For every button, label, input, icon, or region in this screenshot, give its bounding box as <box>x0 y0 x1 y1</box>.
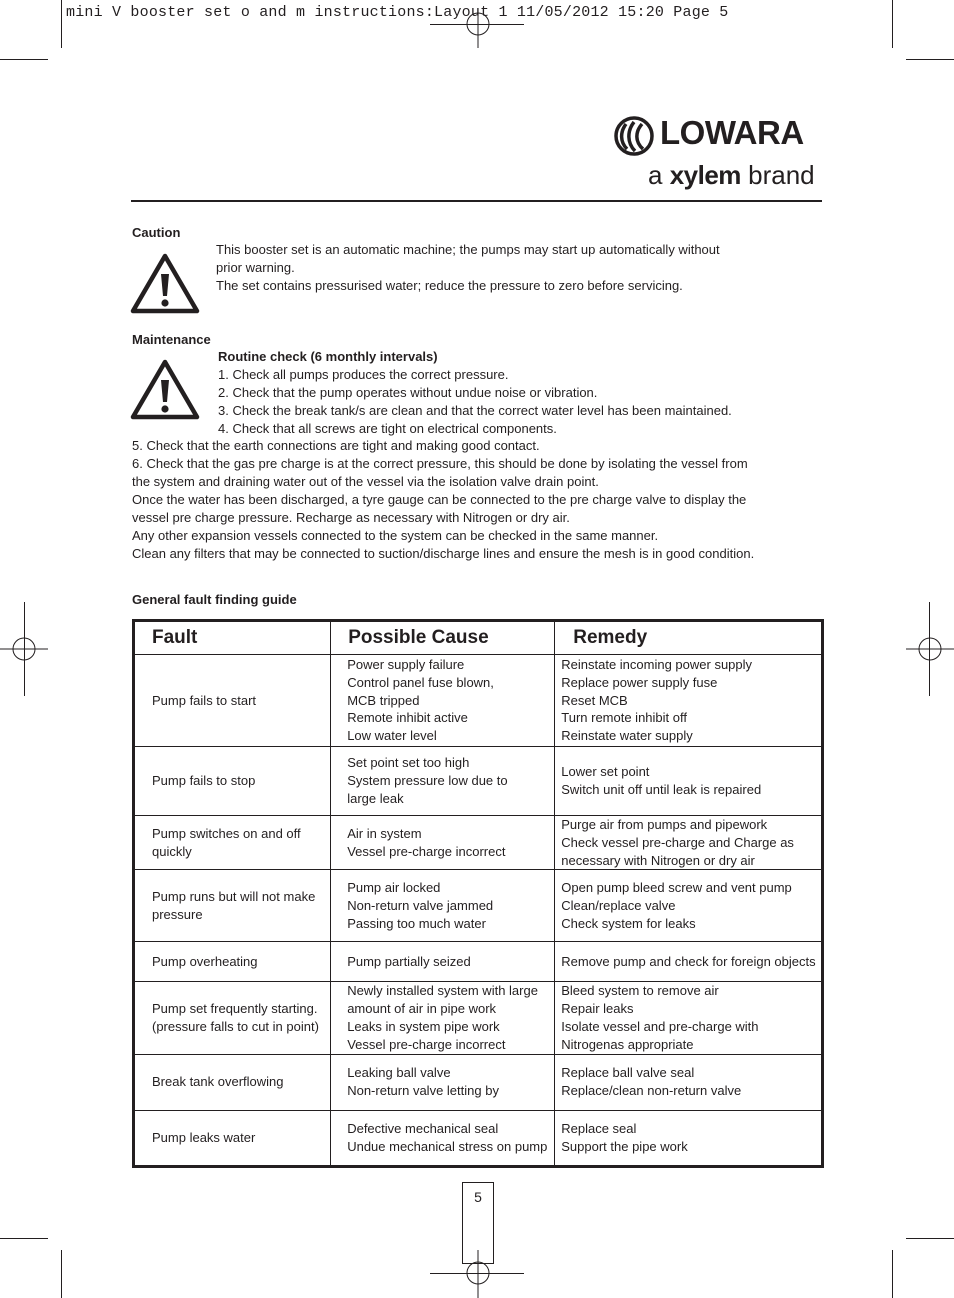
remedy-cell <box>555 942 823 982</box>
cause-item: Control panel fuse blown, <box>347 674 494 690</box>
maintenance-step: 4. Check that all screws are tight on electrical components. <box>218 421 557 436</box>
print-header: mini V booster set o and m instructions:Layout 1 11/05/2012 15:20 Page 5 <box>66 4 729 21</box>
cause-item: large leak <box>347 790 404 806</box>
remedy-cell <box>555 1054 823 1110</box>
cause-item: Leaks in system pipe work <box>347 1018 500 1034</box>
remedy-item: Reset MCB <box>561 692 628 708</box>
routine-check-block <box>218 348 732 438</box>
remedy-item: Clean/replace valve <box>561 897 676 913</box>
cause-cell <box>331 870 555 942</box>
remedy-cell <box>555 655 823 747</box>
cause-item: Vessel pre-charge incorrect <box>347 1036 506 1052</box>
table-row <box>134 870 823 942</box>
maintenance-step: 1. Check all pumps produces the correct pressure. <box>218 367 509 382</box>
remedy-item: Replace ball valve seal <box>561 1065 695 1081</box>
column-header-remedy: Remedy <box>555 621 823 655</box>
cause-item: Non-return valve jammed <box>347 897 494 913</box>
fault-cell: Pump runs but will not make pressure <box>134 870 331 942</box>
remedy-item: Switch unit off until leak is repaired <box>561 782 762 797</box>
remedy-item: Repair leaks <box>561 1001 634 1017</box>
fault-cell: Pump overheating <box>134 942 331 982</box>
remedy-cell <box>555 982 823 1054</box>
cause-item: Defective mechanical seal <box>347 1120 499 1136</box>
remedy-item: Open pump bleed screw and vent pump <box>561 880 792 896</box>
maintenance-line: Any other expansion vessels connected to the system can be checked in the same manner. <box>132 528 659 543</box>
cause-cell <box>331 747 555 816</box>
remedy-item: Bleed system to remove air <box>561 983 719 999</box>
remedy-cell <box>555 816 823 870</box>
maintenance-line: Clean any filters that may be connected to suction/discharge lines and ensure the mesh is in good condition. <box>132 546 755 561</box>
maintenance-line: 6. Check that the gas pre charge is at the correct pressure, this should be done by isolating the vessel from <box>132 456 748 471</box>
cause-item: Air in system <box>347 825 422 841</box>
remedy-item: Isolate vessel and pre-charge with Nitrogenas appropriate <box>561 1018 759 1052</box>
registration-mark-right <box>906 634 954 664</box>
caution-line: prior warning. <box>216 260 295 275</box>
registration-mark-top <box>464 10 492 50</box>
fault-cell: Break tank overflowing <box>134 1054 331 1110</box>
table-row <box>134 816 823 870</box>
maintenance-step: 2. Check that the pump operates without undue noise or vibration. <box>218 385 598 400</box>
cause-cell <box>331 982 555 1054</box>
remedy-item: Reinstate water supply <box>561 728 693 744</box>
maintenance-line: Once the water has been discharged, a tyre gauge can be connected to the pre charge valve to display the <box>132 492 747 507</box>
cause-item: Vessel pre-charge incorrect <box>347 843 506 859</box>
remedy-item: Lower set point <box>561 764 650 780</box>
remedy-cell <box>555 1110 823 1166</box>
cause-item: System pressure low due to <box>347 773 508 789</box>
table-row <box>134 655 823 747</box>
page-number: 5 <box>462 1182 494 1264</box>
fault-cell: Pump leaks water <box>134 1110 331 1166</box>
remedy-item: Remove pump and check for foreign objects <box>561 953 816 969</box>
maintenance-text <box>132 437 754 563</box>
header-rule <box>131 200 822 202</box>
maintenance-step: 3. Check the break tank/s are clean and that the correct water level has been maintained. <box>218 403 732 418</box>
cause-item: Power supply failure <box>347 657 465 672</box>
remedy-item: Purge air from pumps and pipework <box>561 817 768 832</box>
lowara-logo <box>612 112 815 192</box>
remedy-item: Check system for leaks <box>561 915 696 931</box>
maintenance-line: vessel pre charge pressure. Recharge as necessary with Nitrogen or dry air. <box>132 510 570 525</box>
remedy-cell <box>555 747 823 816</box>
cause-item: Leaking ball valve <box>347 1065 451 1081</box>
remedy-item: Turn remote inhibit off <box>561 710 687 726</box>
caution-heading: Caution <box>132 225 181 240</box>
table-row <box>134 1110 823 1166</box>
maintenance-line: 5. Check that the earth connections are tight and making good contact. <box>132 438 540 453</box>
column-header-cause: Possible Cause <box>331 621 555 655</box>
cause-item: Pump partially seized <box>347 953 471 969</box>
cause-item: Non-return valve letting by <box>347 1083 499 1099</box>
warning-triangle-icon <box>130 358 200 420</box>
maintenance-line: the system and draining water out of the vessel via the isolation valve drain point. <box>132 474 599 489</box>
column-header-fault: Fault <box>134 621 331 655</box>
cause-cell <box>331 655 555 747</box>
cause-cell <box>331 942 555 982</box>
table-row <box>134 1054 823 1110</box>
table-row <box>134 942 823 982</box>
fault-cell: Pump fails to start <box>134 655 331 747</box>
table-row <box>134 982 823 1054</box>
table-header-row <box>134 621 823 655</box>
remedy-cell <box>555 870 823 942</box>
warning-triangle-icon <box>130 252 200 314</box>
remedy-item: Replace seal <box>561 1120 637 1136</box>
cause-item: Newly installed system with large amount of air in pipe work <box>347 983 538 1017</box>
table-row <box>134 747 823 816</box>
brand-name: LOWARA <box>660 114 804 151</box>
lowara-swirl-icon <box>614 116 654 156</box>
fault-table <box>132 619 824 1168</box>
caution-text <box>216 241 720 295</box>
fault-cell: Pump fails to stop <box>134 747 331 816</box>
cause-cell <box>331 1110 555 1166</box>
fault-cell: Pump switches on and off quickly <box>134 816 331 870</box>
cause-item: Pump air locked <box>347 880 441 896</box>
routine-check-subheading: Routine check (6 monthly intervals) <box>218 349 438 364</box>
remedy-item: Replace/clean non-return valve <box>561 1083 742 1099</box>
cause-item: Remote inhibit active <box>347 710 468 726</box>
remedy-item: Reinstate incoming power supply <box>561 657 753 672</box>
fault-cell: Pump set frequently starting. (pressure falls to cut in point) <box>134 982 331 1054</box>
remedy-item: Replace power supply fuse <box>561 674 718 690</box>
brand-tagline: a xylem brand <box>648 160 815 190</box>
cause-item: Low water level <box>347 728 437 744</box>
remedy-item: Support the pipe work <box>561 1138 688 1154</box>
cause-item: Passing too much water <box>347 915 486 931</box>
cause-cell <box>331 816 555 870</box>
caution-line: The set contains pressurised water; reduce the pressure to zero before servicing. <box>216 278 683 293</box>
fault-guide-heading: General fault finding guide <box>132 592 297 607</box>
cause-item: MCB tripped <box>347 692 420 708</box>
caution-line: This booster set is an automatic machine; the pumps may start up automatically without <box>216 242 720 257</box>
maintenance-heading: Maintenance <box>132 332 211 347</box>
cause-item: Set point set too high <box>347 755 470 771</box>
cause-item: Undue mechanical stress on pump <box>347 1138 548 1154</box>
registration-mark-left <box>0 634 48 664</box>
remedy-item: Check vessel pre-charge and Charge as necessary with Nitrogen or dry air <box>561 834 794 868</box>
cause-cell <box>331 1054 555 1110</box>
